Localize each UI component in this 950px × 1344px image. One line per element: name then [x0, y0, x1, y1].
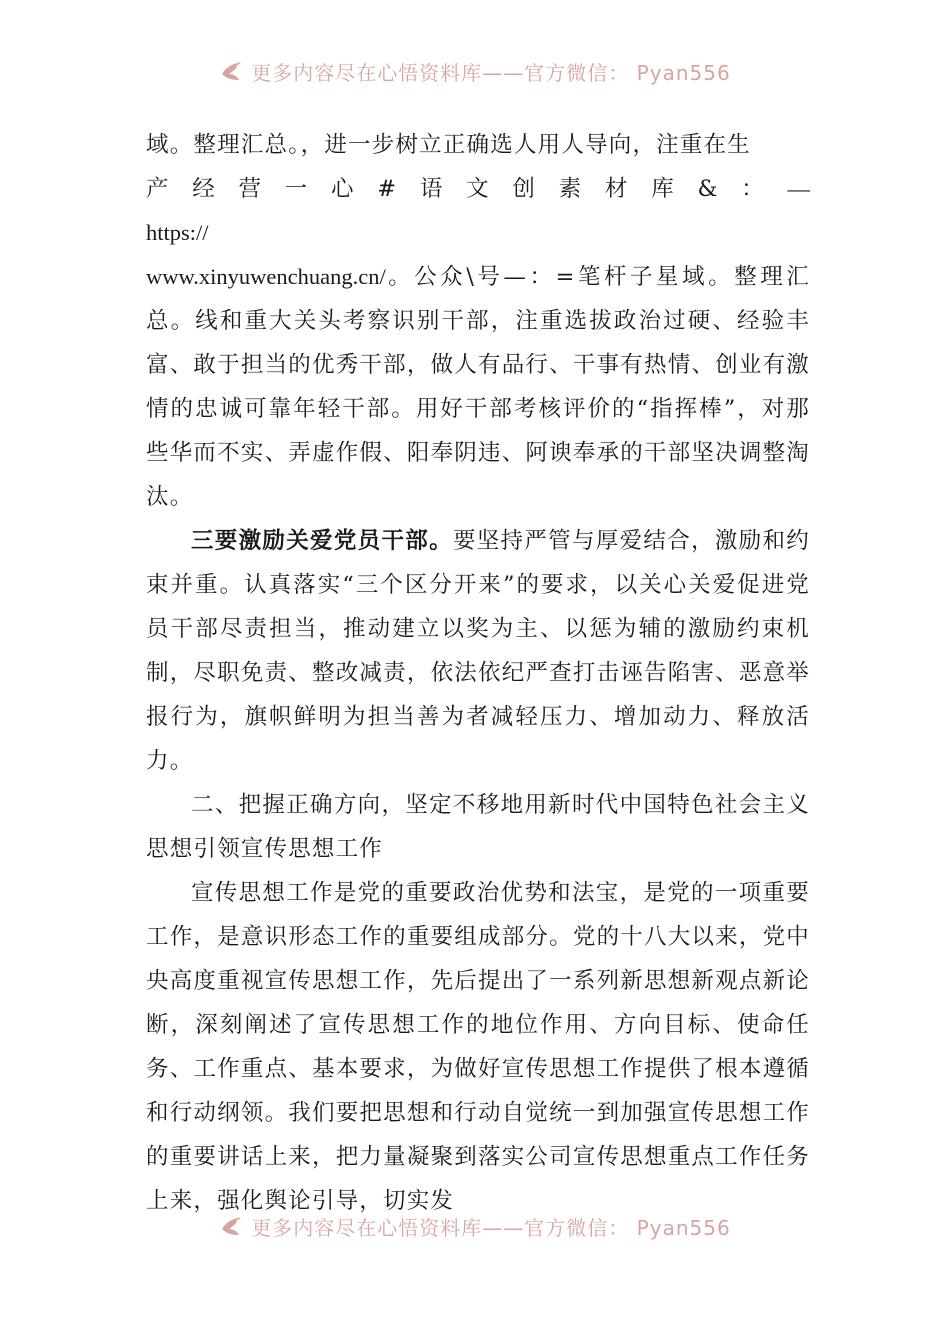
watermark-text: 更多内容尽在心悟资料库——官方微信： Pyan556	[251, 60, 731, 85]
p1-line3-rest: 。公众\号—：=笔杆子星域。整理	[385, 264, 787, 290]
p1-line1: 域。整理汇总。，进一步树立正确选人用人导向，注重在生	[146, 132, 751, 158]
dove-logo-icon	[219, 1213, 245, 1239]
header-watermark	[0, 54, 950, 88]
watermark-text: 更多内容尽在心悟资料库——官方微信： Pyan556	[251, 1215, 731, 1240]
p1-line3-url: www.xinyuwenchuang.cn/	[146, 264, 386, 289]
paragraph-2	[146, 519, 810, 783]
dove-logo-icon	[219, 58, 245, 84]
p2-body: 要坚持严管与厚爱结合，激励和约束并重。认真落实“三个区分开来”的要求，以关心关爱促进党员干部尽责担当，推动建立以奖为主、以惩为辅的激励约束机制，尽职免责、整改减责，依法依纪严查打击诬告陷害、恶意举报行为，旗帜鲜明为担当善为者减轻压力、增加动力、释放活力。	[146, 528, 810, 774]
p1-line2-spaced: 产经营一心#语文创素材库&：	[146, 176, 788, 202]
p2-lead: 三要激励关爱党员干部。	[191, 528, 453, 554]
paragraph-4: 宣传思想工作是党的重要政治优势和法宝，是党的一项重要工作，是意识形态工作的重要组成部分。党的十八大以来，党中央高度重视宣传思想工作，先后提出了一系列新思想新观点新论断，深刻阐述了宣传思想工作的地位作用、方向目标、使命任务、工作重点、基本要求，为做好宣传思想工作提供了根本遵循和行动纲领。我们要把思想和行动自觉统一到加强宣传思想工作的重要讲话上来，把力量凝聚到落实公司宣传思想重点工作任务上来，强化舆论引导，切实发	[146, 880, 810, 1214]
paragraph-1	[146, 123, 810, 519]
p1-line2-url: — https://	[146, 176, 810, 245]
p1-rest: 汇总。线和重大关头考察识别干部，注重选拔政治过硬、经验丰富、敢于担当的优秀干部，做人有品行、干事有热情、创业有激情的忠诚可靠年轻干部。用好干部考核评价的“指挥棒”，对那些华而不实、弄虚作假、阳奉阴违、阿谀奉承的干部坚决调整淘汰。	[146, 264, 810, 510]
footer-watermark	[0, 1209, 950, 1243]
document-body	[146, 123, 810, 1223]
section-heading-2: 二、把握正确方向，坚定不移地用新时代中国特色社会主义思想引领宣传思想工作	[146, 792, 810, 862]
